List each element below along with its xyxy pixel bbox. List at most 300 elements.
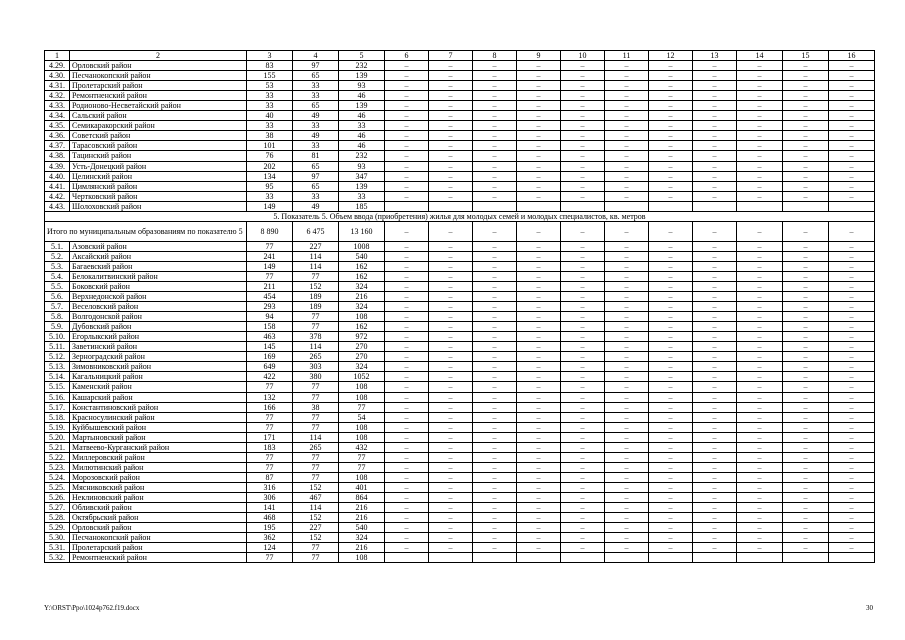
dash-cell: – [561,442,605,452]
dash-cell: – [649,91,693,101]
value-cell: 324 [339,281,385,291]
value-cell: 77 [339,462,385,472]
row-number: 5.28. [45,513,70,523]
value-cell: 139 [339,181,385,191]
value-cell: 33 [293,121,339,131]
dash-cell: – [385,312,429,322]
dash-cell: – [429,181,473,191]
district-name: Морозовский район [70,472,247,482]
dash-cell: – [561,372,605,382]
table-row [45,131,875,141]
dash-cell: – [693,281,737,291]
row-number: 4.32. [45,91,70,101]
dash-cell [783,553,829,563]
district-name: Песчанокопский район [70,71,247,81]
dash-cell: – [693,513,737,523]
district-name: Веселовский район [70,302,247,312]
table-row [45,462,875,472]
district-name: Целинский район [70,171,247,181]
dash-cell: – [517,472,561,482]
row-number: 4.31. [45,81,70,91]
value-cell: 216 [339,513,385,523]
dash-cell: – [693,543,737,553]
dash-cell: – [429,91,473,101]
dash-cell: – [693,241,737,251]
value-cell: 114 [293,261,339,271]
dash-cell: – [649,181,693,191]
dash-cell: – [605,322,649,332]
dash-cell: – [473,111,517,121]
dash-cell: – [649,472,693,482]
value-cell: 324 [339,362,385,372]
dash-cell: – [605,332,649,342]
dash-cell: – [385,402,429,412]
dash-cell: – [829,462,875,472]
dash-cell: – [385,131,429,141]
dash-cell: – [605,171,649,181]
table-row [45,121,875,131]
dash-cell: – [517,71,561,81]
value-cell: 149 [247,261,293,271]
dash-cell: – [783,452,829,462]
dash-cell: – [605,442,649,452]
dash-cell: – [649,111,693,121]
dash-cell [385,553,429,563]
dash-cell: – [649,151,693,161]
dash-cell: – [783,121,829,131]
row-number: 5.6. [45,292,70,302]
value-cell: 1008 [339,241,385,251]
dash-cell: – [829,402,875,412]
dash-cell: – [561,91,605,101]
dash-cell: – [783,191,829,201]
value-cell: 77 [247,452,293,462]
dash-cell: – [605,503,649,513]
value-cell: 306 [247,492,293,502]
value-cell: 94 [247,312,293,322]
value-cell: 149 [247,201,293,211]
dash-cell: – [649,372,693,382]
dash-cell: – [649,292,693,302]
dash-cell: – [693,412,737,422]
district-name: Ремонтненский район [70,553,247,563]
value-cell: 46 [339,91,385,101]
dash-cell: – [561,332,605,342]
dash-cell: – [829,171,875,181]
column-number-header: 13 [693,51,737,61]
dash-cell: – [783,271,829,281]
column-number-header: 1 [45,51,70,61]
dash-cell: – [517,91,561,101]
district-name: Октябрьский район [70,513,247,523]
dash-cell: – [605,543,649,553]
dash-cell: – [605,161,649,171]
row-number: 4.36. [45,131,70,141]
dash-cell [737,553,783,563]
value-cell: 101 [247,141,293,151]
table-row [45,261,875,271]
dash-cell: – [737,462,783,472]
dash-cell: – [429,191,473,201]
dash-cell: – [561,81,605,91]
row-number: 5.1. [45,241,70,251]
dash-cell: – [829,422,875,432]
dash-cell: – [693,432,737,442]
dash-cell: – [783,151,829,161]
dash-cell: – [737,543,783,553]
value-cell: 33 [247,121,293,131]
dash-cell: – [737,342,783,352]
value-cell: 169 [247,352,293,362]
dash-cell: – [783,382,829,392]
dash-cell: – [473,261,517,271]
dash-cell: – [693,442,737,452]
dash-cell: – [473,281,517,291]
dash-cell: – [829,251,875,261]
dash-cell: – [783,332,829,342]
value-cell: 649 [247,362,293,372]
value-cell: 108 [339,553,385,563]
district-name: Матвеево-Курганский район [70,442,247,452]
dash-cell: – [429,533,473,543]
dash-cell: – [473,71,517,81]
dash-cell: – [385,362,429,372]
dash-cell: – [605,523,649,533]
value-cell: 166 [247,402,293,412]
dash-cell: – [737,91,783,101]
district-name: Аксайский район [70,251,247,261]
table-row [45,71,875,81]
dash-cell: – [605,221,649,241]
district-name: Дубовский район [70,322,247,332]
dash-cell: – [783,503,829,513]
row-number: 5.23. [45,462,70,472]
dash-cell: – [561,362,605,372]
dash-cell: – [561,171,605,181]
dash-cell: – [473,372,517,382]
table-row [45,482,875,492]
dash-cell: – [561,111,605,121]
dash-cell: – [829,543,875,553]
dash-cell: – [693,81,737,91]
dash-cell: – [783,161,829,171]
dash-cell: – [385,302,429,312]
dash-cell: – [429,81,473,91]
dash-cell: – [605,61,649,71]
value-cell: 108 [339,392,385,402]
dash-cell: – [473,412,517,422]
value-cell: 33 [247,101,293,111]
dash-cell: – [473,131,517,141]
value-cell: 93 [339,81,385,91]
value-cell: 77 [293,553,339,563]
dash-cell: – [737,302,783,312]
dash-cell: – [737,131,783,141]
value-cell: 139 [339,71,385,81]
dash-cell: – [473,533,517,543]
dash-cell: – [605,382,649,392]
dash-cell: – [473,352,517,362]
value-cell: 108 [339,432,385,442]
value-cell: 33 [339,191,385,201]
dash-cell: – [473,342,517,352]
dash-cell: – [385,452,429,462]
dash-cell: – [649,533,693,543]
value-cell: 324 [339,533,385,543]
dash-cell: – [429,482,473,492]
value-cell: 152 [293,513,339,523]
value-cell: 77 [247,271,293,281]
dash-cell: – [829,121,875,131]
dash-cell: – [385,412,429,422]
value-cell: 114 [293,342,339,352]
dash-cell: – [693,332,737,342]
row-number: 5.9. [45,322,70,332]
value-cell: 81 [293,151,339,161]
district-name: Шолоховский район [70,201,247,211]
table-row [45,141,875,151]
value-cell: 432 [339,442,385,452]
dash-cell: – [783,523,829,533]
dash-cell: – [605,462,649,472]
table-row [45,241,875,251]
value-cell: 95 [247,181,293,191]
dash-cell: – [561,151,605,161]
dash-cell: – [783,281,829,291]
dash-cell: – [517,61,561,71]
dash-cell [517,553,561,563]
value-cell: 468 [247,513,293,523]
dash-cell: – [517,352,561,362]
dash-cell: – [829,141,875,151]
value-cell: 49 [293,201,339,211]
value-cell: 108 [339,472,385,482]
dash-cell: – [517,191,561,201]
dash-cell: – [429,412,473,422]
dash-cell: – [649,71,693,81]
dash-cell: – [649,402,693,412]
district-name: Чертковский район [70,191,247,201]
dash-cell: – [649,482,693,492]
dash-cell: – [561,261,605,271]
dash-cell: – [561,492,605,502]
dash-cell: – [649,503,693,513]
dash-cell: – [605,251,649,261]
dash-cell: – [783,482,829,492]
dash-cell: – [649,382,693,392]
dash-cell [605,553,649,563]
table-row [45,302,875,312]
dash-cell: – [783,141,829,151]
column-number-header: 14 [737,51,783,61]
value-cell: 77 [293,422,339,432]
dash-cell: – [737,101,783,111]
value-cell: 171 [247,432,293,442]
data-table [44,50,875,563]
value-cell: 265 [293,352,339,362]
table-row [45,422,875,432]
value-cell: 77 [293,322,339,332]
dash-cell: – [737,312,783,322]
dash-cell: – [783,392,829,402]
column-number-header: 2 [70,51,247,61]
dash-cell: – [605,271,649,281]
dash-cell: – [429,61,473,71]
dash-cell: – [829,533,875,543]
dash-cell: – [605,492,649,502]
dash-cell: – [385,352,429,362]
table-row [45,392,875,402]
dash-cell: – [517,121,561,131]
dash-cell: – [605,261,649,271]
value-cell: 33 [293,91,339,101]
column-number-header: 15 [783,51,829,61]
dash-cell: – [783,422,829,432]
value-cell: 463 [247,332,293,342]
dash-cell: – [385,251,429,261]
table-row [45,412,875,422]
value-cell: 265 [293,442,339,452]
dash-cell: – [783,372,829,382]
dash-cell: – [429,251,473,261]
dash-cell: – [561,61,605,71]
value-cell: 270 [339,342,385,352]
dash-cell: – [693,462,737,472]
value-cell: 108 [339,382,385,392]
dash-cell: – [649,302,693,312]
value-cell: 65 [293,101,339,111]
dash-cell: – [649,251,693,261]
dash-cell: – [473,191,517,201]
dash-cell: – [693,131,737,141]
dash-cell: – [829,221,875,241]
district-name: Боковский район [70,281,247,291]
dash-cell: – [473,161,517,171]
dash-cell [649,201,693,211]
dash-cell: – [649,141,693,151]
dash-cell: – [737,442,783,452]
table-row [45,372,875,382]
dash-cell: – [561,513,605,523]
dash-cell: – [561,101,605,111]
dash-cell: – [517,523,561,533]
value-cell: 76 [247,151,293,161]
district-name: Константиновский район [70,402,247,412]
dash-cell: – [829,482,875,492]
dash-cell: – [649,81,693,91]
dash-cell: – [561,312,605,322]
district-name: Миллеровский район [70,452,247,462]
row-number: 5.19. [45,422,70,432]
dash-cell: – [385,523,429,533]
dash-cell: – [517,543,561,553]
table-row [45,332,875,342]
dash-cell: – [829,523,875,533]
dash-cell: – [693,292,737,302]
dash-cell: – [737,472,783,482]
dash-cell: – [649,352,693,362]
dash-cell: – [429,171,473,181]
dash-cell [783,201,829,211]
dash-cell [561,553,605,563]
dash-cell: – [737,322,783,332]
dash-cell: – [783,241,829,251]
dash-cell: – [829,513,875,523]
district-name: Милютинский район [70,462,247,472]
district-name: Куйбышевский район [70,422,247,432]
district-name: Волгодонской район [70,312,247,322]
dash-cell: – [429,332,473,342]
table-row [45,352,875,362]
dash-cell: – [385,422,429,432]
dash-cell: – [561,71,605,81]
dash-cell: – [649,171,693,181]
district-name: Сальский район [70,111,247,121]
dash-cell: – [737,221,783,241]
value-cell: 152 [293,281,339,291]
dash-cell: – [649,101,693,111]
value-cell: 162 [339,322,385,332]
dash-cell: – [829,372,875,382]
dash-cell: – [473,392,517,402]
dash-cell: – [693,101,737,111]
value-cell: 77 [339,402,385,412]
dash-cell: – [693,392,737,402]
dash-cell: – [783,543,829,553]
dash-cell: – [737,503,783,513]
column-number-header: 5 [339,51,385,61]
dash-cell: – [829,503,875,513]
value-cell: 8 890 [247,221,293,241]
dash-cell: – [385,221,429,241]
value-cell: 6 475 [293,221,339,241]
dash-cell: – [829,392,875,402]
dash-cell: – [561,131,605,141]
table-row [45,292,875,302]
dash-cell: – [473,492,517,502]
value-cell: 141 [247,503,293,513]
table-row [45,322,875,332]
dash-cell: – [473,91,517,101]
dash-cell: – [473,271,517,281]
dash-cell: – [693,71,737,81]
dash-cell: – [783,181,829,191]
dash-cell: – [561,302,605,312]
dash-cell: – [737,151,783,161]
row-number: 5.15. [45,382,70,392]
row-number: 4.37. [45,141,70,151]
value-cell: 145 [247,342,293,352]
value-cell: 324 [339,302,385,312]
dash-cell: – [517,462,561,472]
dash-cell: – [605,533,649,543]
dash-cell: – [783,71,829,81]
dash-cell: – [737,523,783,533]
dash-cell: – [649,392,693,402]
row-number: 4.40. [45,171,70,181]
dash-cell: – [429,151,473,161]
value-cell: 65 [293,71,339,81]
dash-cell: – [429,71,473,81]
dash-cell: – [605,412,649,422]
dash-cell: – [693,402,737,412]
value-cell: 211 [247,281,293,291]
dash-cell: – [473,81,517,91]
row-number: 4.39. [45,161,70,171]
dash-cell: – [429,452,473,462]
dash-cell: – [429,472,473,482]
dash-cell: – [783,402,829,412]
